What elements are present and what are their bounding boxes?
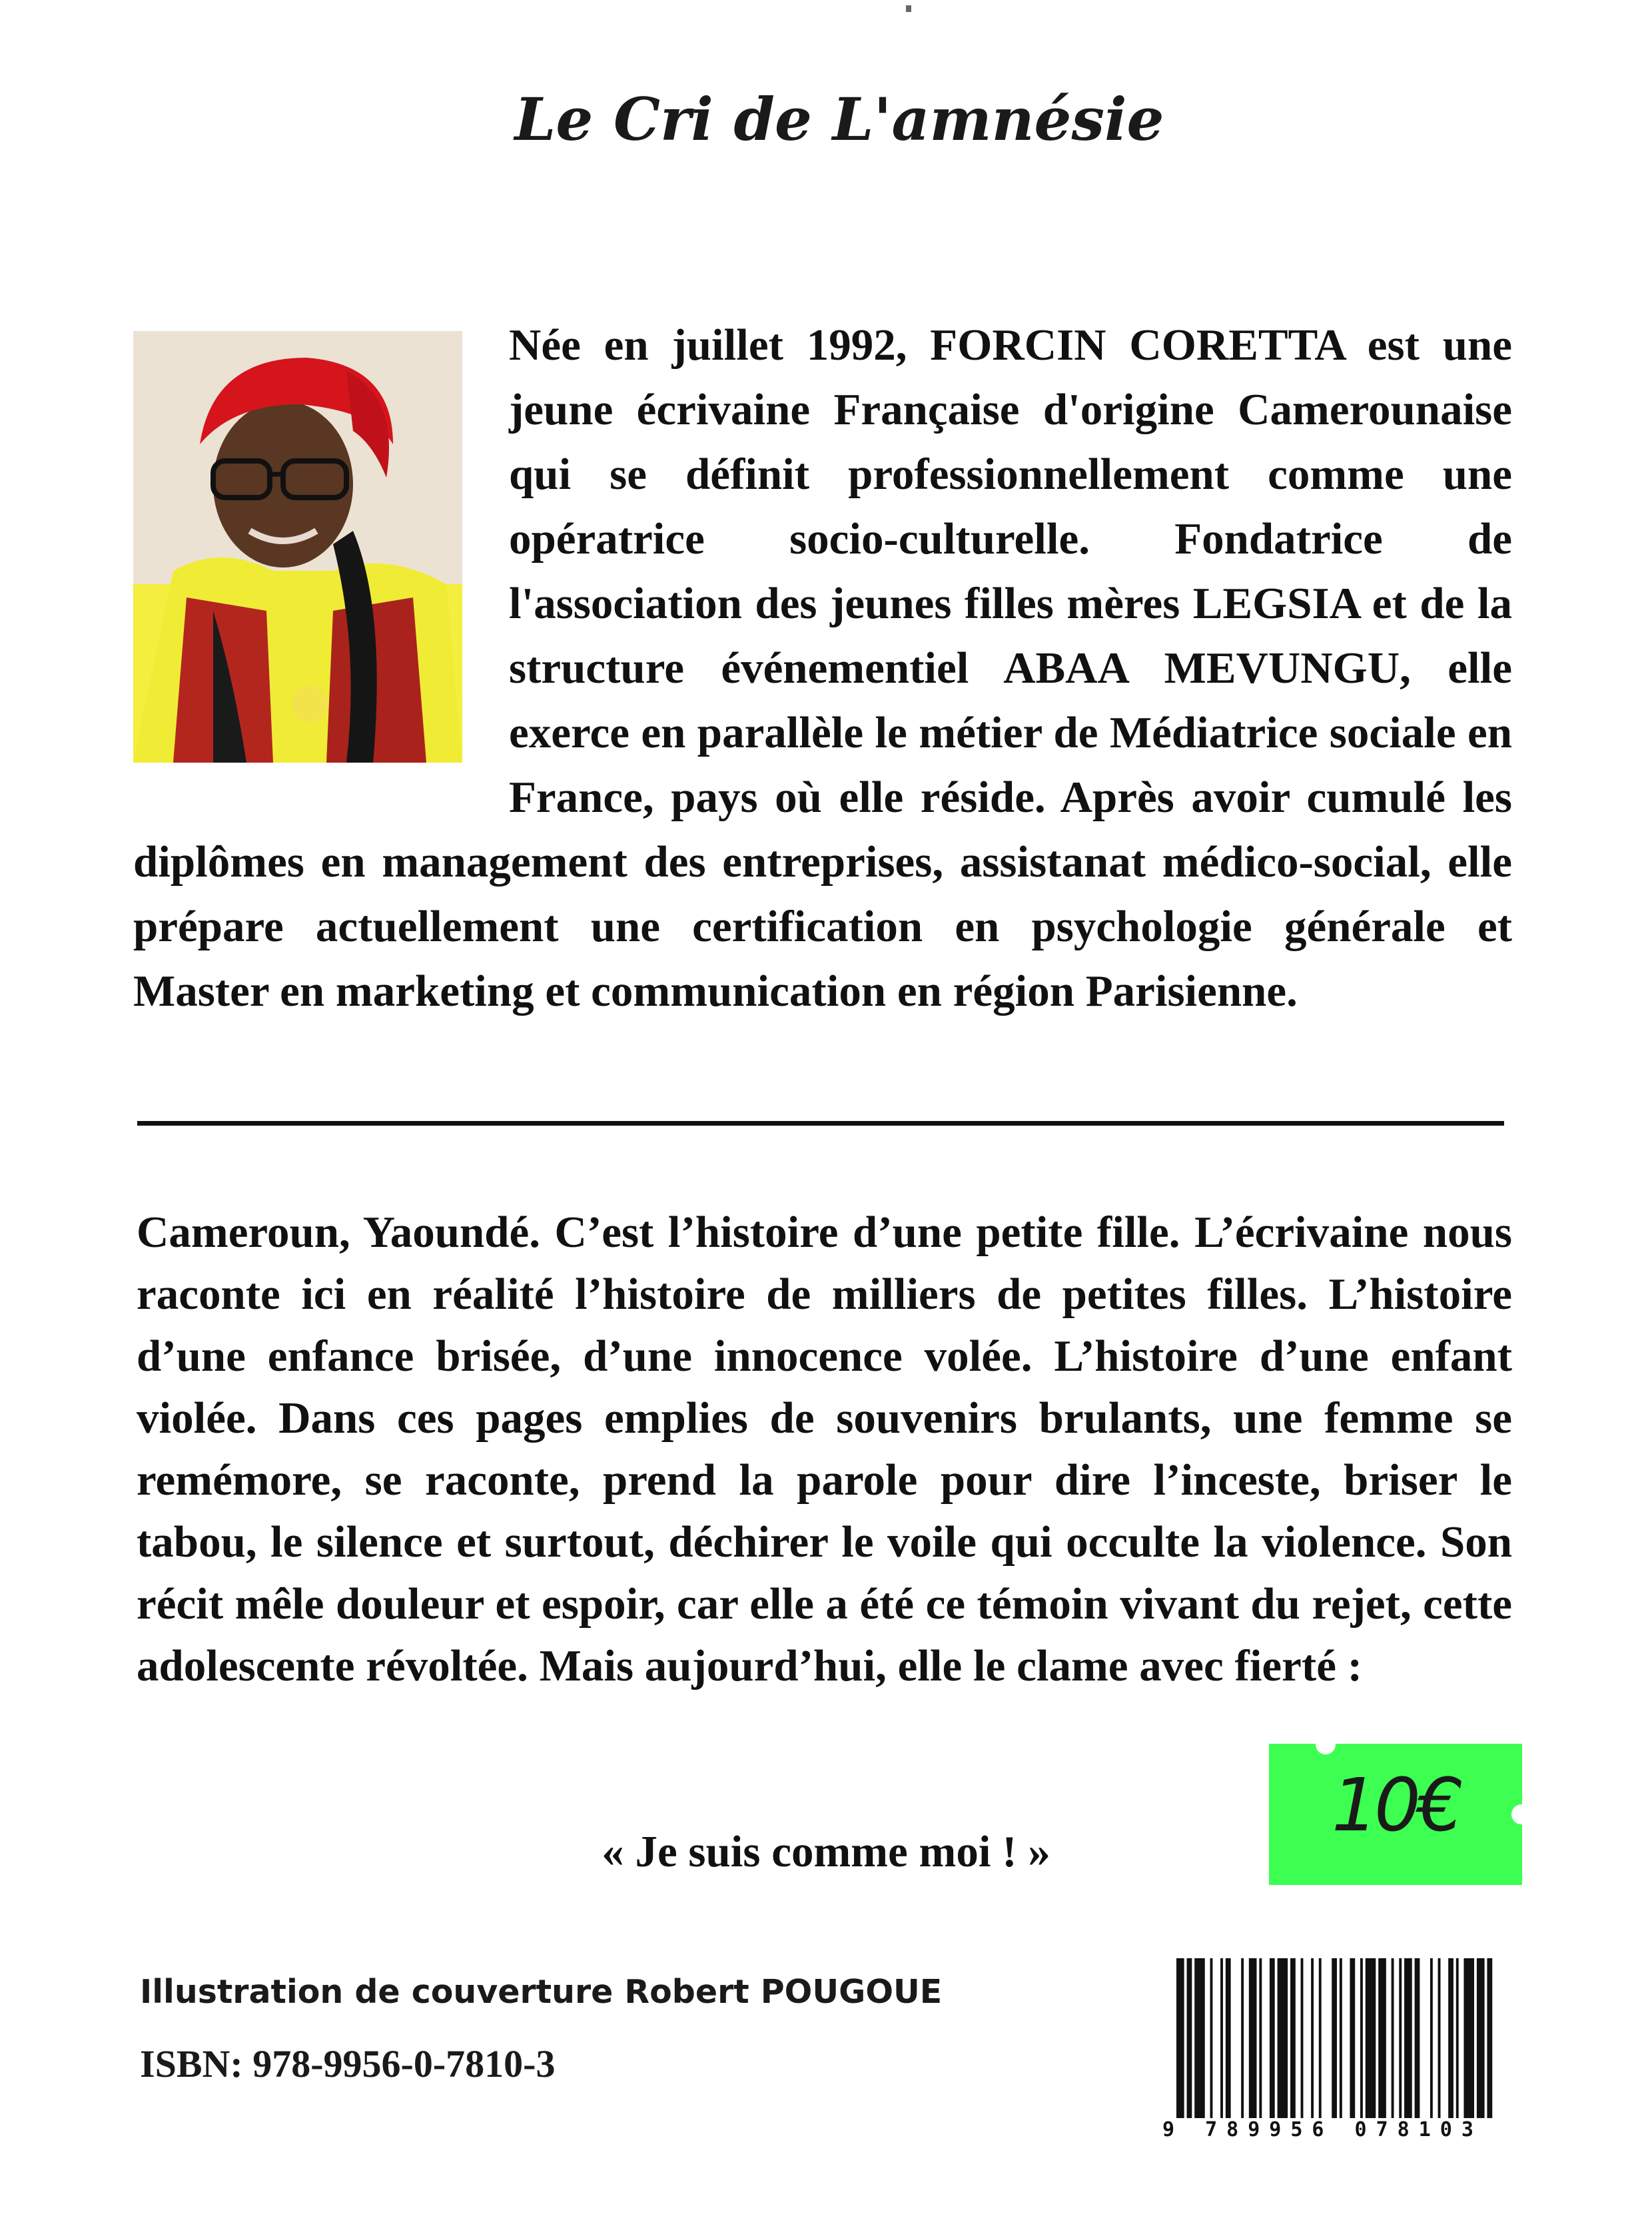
price-label: 10€ [1332, 1762, 1459, 1848]
cover-illustration-credit: Illustration de couverture Robert POUGOUE [140, 1973, 943, 2011]
barcode-bar [1249, 1958, 1257, 2131]
barcode-bar [1366, 1958, 1376, 2131]
barcode-bar [1430, 1958, 1433, 2131]
barcode-bar [1360, 1958, 1363, 2131]
barcode-bar [1241, 1958, 1244, 2131]
barcode-bar [1194, 1958, 1205, 2131]
author-biography: Née en juillet 1992, FORCIN CORETTA est une jeune écrivaine Française d'origine Camerounaise qui se définit professionnellement comme une opératrice socio-culturelle. Fondatrice de l'association des jeunes filles mères LEGSIA et de la structure événementiel ABAA MEVUNGU, elle exerce en parallèle le métier de Médiatrice sociale en France, pays où elle réside. Après avoir cumulé les diplômes en management des entreprises, assistanat médico-social, elle prépare actuellement une certification en psychologie générale et Master en marketing et communication en région Parisienne. [133, 320, 1512, 1016]
barcode-bar [1176, 1958, 1184, 2131]
barcode-bar [1404, 1958, 1412, 2131]
price-sticker [1269, 1744, 1522, 1885]
barcode-bar [1226, 1958, 1231, 2131]
print-speck [906, 5, 911, 12]
barcode-bar [1311, 1958, 1314, 2131]
barcode-bar [1332, 1958, 1337, 2131]
barcode-bar [1456, 1958, 1459, 2131]
book-title-text: Le Cri de L'amnésie [514, 85, 1164, 154]
barcode-bar [1319, 1958, 1322, 2131]
barcode-bar [1210, 1958, 1213, 2131]
book-quote: « Je suis comme moi ! » [602, 1827, 1050, 1876]
barcode-bar [1392, 1958, 1394, 2131]
barcode-bar [1448, 1958, 1453, 2131]
barcode-bar [1278, 1958, 1288, 2131]
barcode-bar [1378, 1958, 1386, 2131]
barcode-bar [1259, 1958, 1262, 2131]
barcode-bar [1438, 1958, 1441, 2131]
barcode-bar [1290, 1958, 1296, 2131]
barcode-bar [1463, 1958, 1474, 2131]
barcode-bar [1399, 1958, 1402, 2131]
barcode [1174, 1958, 1500, 2131]
isbn-number: ISBN: 978-9956-0-7810-3 [140, 2042, 556, 2085]
barcode-bar [1477, 1958, 1485, 2131]
title-script-logo [514, 67, 1164, 173]
barcode-bar [1340, 1958, 1342, 2131]
barcode-bar [1220, 1958, 1223, 2131]
barcode-bar [1350, 1958, 1355, 2131]
barcode-bar [1187, 1958, 1192, 2131]
barcode-bar [1487, 1958, 1492, 2131]
book-summary: Cameroun, Yaoundé. C’est l’histoire d’une petite fille. L’écrivaine nous raconte ici en réalité l’histoire de milliers de petites filles. L’histoire d’une enfance brisée, d’une innocence volée. L’histoire d’une enfant violée. Dans ces pages emplies de souvenirs brulants, une femme se remémore, se raconte, prend la parole pour dire l’inceste, briser le tabou, le silence et surtout, déchirer le voile qui occulte la violence. Son récit mêle douleur et espoir, car elle a été ce témoin vivant du rejet, cette adolescente révoltée. Mais aujourd’hui, elle le clame avec fierté : [137, 1208, 1512, 1690]
barcode-digits: 9 789956 078103 [1162, 2118, 1509, 2141]
book-title [514, 67, 1164, 173]
barcode-bar [1415, 1958, 1420, 2131]
sticker-notch [1316, 1734, 1336, 1754]
section-divider [137, 1121, 1504, 1126]
barcode-bar [1301, 1958, 1304, 2131]
barcode-bar [1270, 1958, 1275, 2131]
